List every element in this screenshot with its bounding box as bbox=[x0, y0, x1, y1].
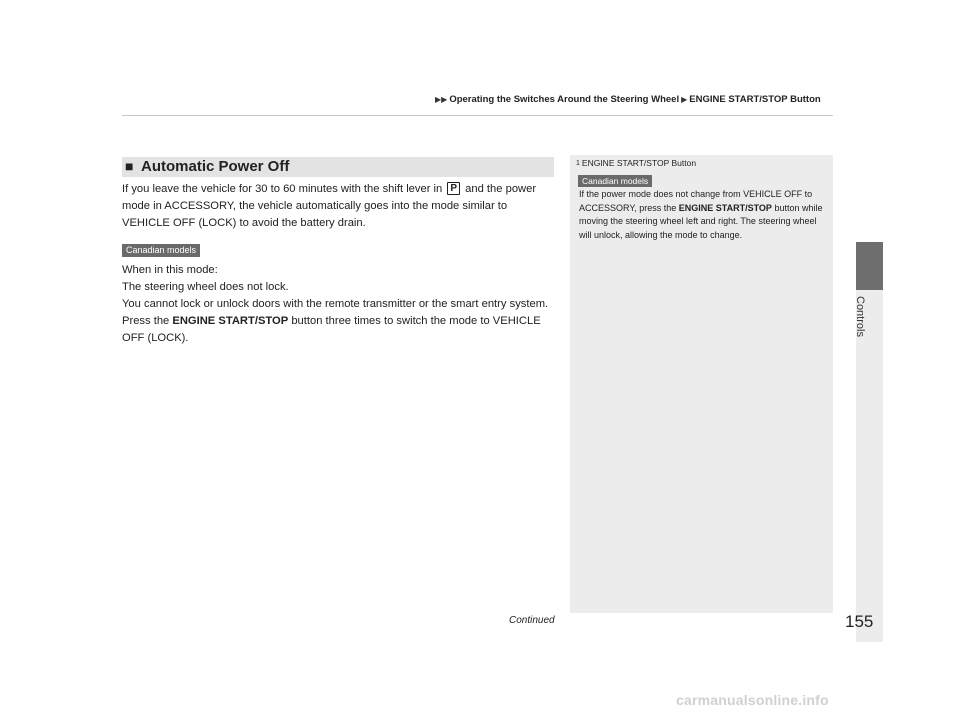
paragraph-text: If you leave the vehicle for 30 to 60 minutes with the shift lever in bbox=[122, 183, 443, 195]
section-heading bbox=[122, 157, 554, 177]
sidebar-engine-start-stop-label: ENGINE START/STOP bbox=[678, 202, 772, 213]
reference-mark-icon: 1 bbox=[576, 160, 580, 167]
canadian-models-badge: Canadian models bbox=[122, 244, 200, 257]
shift-position-p-icon: P bbox=[447, 182, 460, 195]
section-title: Automatic Power Off bbox=[141, 158, 290, 175]
paragraph-line: When in this mode: bbox=[122, 264, 218, 276]
sidebar-text bbox=[579, 188, 829, 242]
paragraph-mode-details bbox=[122, 262, 558, 347]
breadcrumb-part-2[interactable]: ENGINE START/STOP Button bbox=[689, 94, 821, 105]
breadcrumb bbox=[433, 94, 833, 105]
breadcrumb-arrow-icon: ▶▶ bbox=[435, 95, 448, 104]
sidebar-text-part: If the power mode does not change from VEHICLE OFF to ACCESSORY, press the bbox=[579, 189, 813, 213]
breadcrumb-part-1[interactable]: Operating the Switches Around the Steering Wheel bbox=[449, 94, 680, 105]
breadcrumb-arrow-icon: ▶ bbox=[681, 95, 688, 104]
paragraph-line bbox=[122, 313, 558, 347]
side-tab-marker[interactable] bbox=[856, 242, 883, 290]
paragraph-text: and the power mode in ACCESSORY, the vehicle automatically goes into the mode similar to VEHICLE OFF (LOCK) to avoid the battery drain. bbox=[122, 183, 537, 229]
watermark: carmanualsonline.info bbox=[676, 692, 829, 708]
paragraph-text: Press the bbox=[122, 315, 170, 327]
page-number: 155 bbox=[845, 612, 874, 631]
header-divider bbox=[122, 115, 833, 116]
continued-label: Continued bbox=[509, 615, 555, 626]
paragraph-automatic-power-off bbox=[122, 181, 558, 232]
paragraph-line: The steering wheel does not lock. bbox=[122, 281, 289, 293]
side-tab-text: Controls bbox=[854, 296, 866, 337]
engine-start-stop-label: ENGINE START/STOP bbox=[172, 315, 289, 327]
sidebar-title[interactable] bbox=[576, 158, 696, 168]
sidebar-text-part: button while moving the steering wheel left and right. The steering wheel will unlock, allowing the mode to change. bbox=[579, 202, 823, 240]
sidebar-note bbox=[570, 155, 833, 613]
section-square-icon: ■ bbox=[125, 158, 134, 174]
paragraph-text: button three times to switch the mode to VEHICLE OFF (LOCK). bbox=[122, 315, 541, 344]
sidebar-title-text: ENGINE START/STOP Button bbox=[581, 158, 697, 168]
sidebar-canadian-models-badge: Canadian models bbox=[578, 175, 652, 187]
side-tab-label bbox=[846, 296, 876, 356]
paragraph-line: You cannot lock or unlock doors with the remote transmitter or the smart entry system. bbox=[122, 298, 549, 310]
